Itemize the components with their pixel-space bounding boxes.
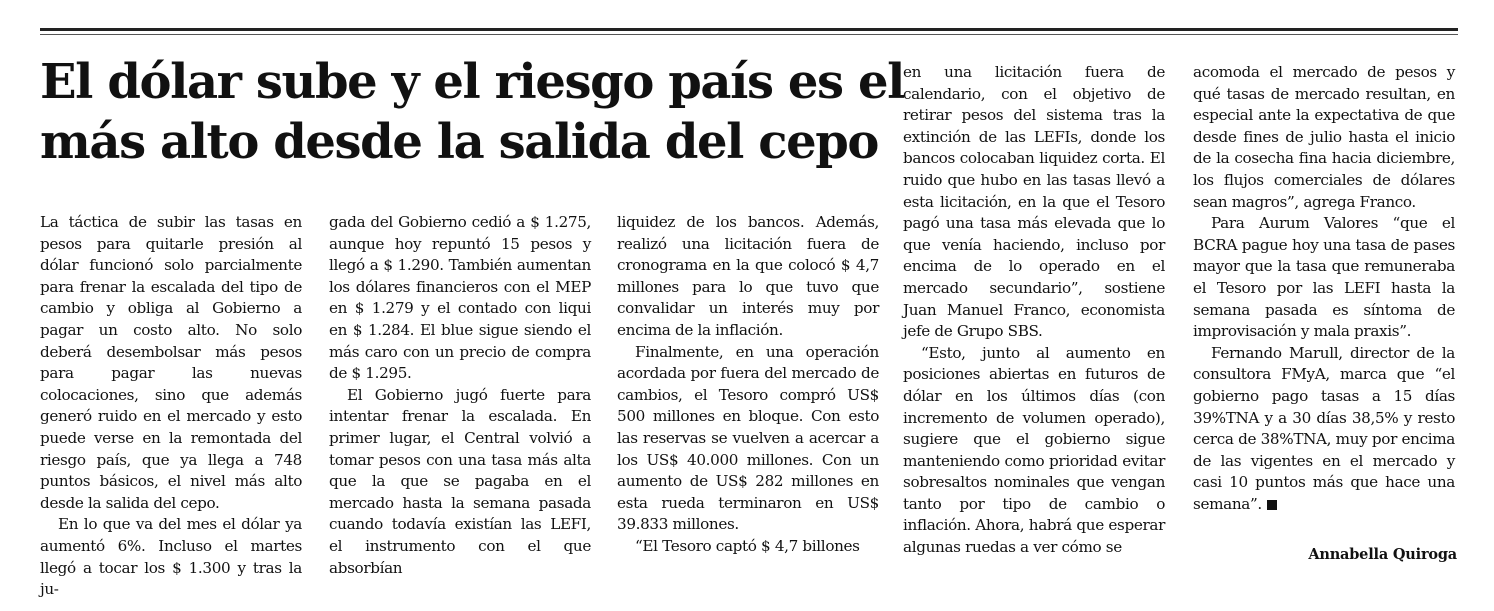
column-4: [903, 62, 1165, 559]
byline: Annabella Quiroga: [1308, 546, 1457, 563]
paragraph: acomoda el mercado de pesos y qué tasas de mercado resultan, en especial ante la expectativa de que desde fines de julio hasta el inicio de la cosecha fina hacia diciembre, los flujos comerciales de dólares sean magros”, agrega Franco.: [1193, 63, 1455, 211]
paragraph: en una licitación fuera de calendario, con el objetivo de retirar pesos del sistema tras la extinción de las LEFIs, donde los bancos colocaban liquidez corta. El ruido que hubo en las tasas llevó a esta licitación, en la que el Tesoro pagó una tasa más elevada que lo que venía haciendo, incluso por encima de lo operado en el mercado secundario”, sostiene Juan Manuel Franco, economista jefe de Grupo SBS.: [903, 63, 1165, 341]
paragraph: La táctica de subir las tasas en pesos para quitarle presión al dólar funcionó solo parcialmente para frenar la escalada del tipo de cambio y obliga al Gobierno a pagar un costo alto. No solo deberá desembolsar más pesos para pagar las nuevas colocaciones, sino que además generó ruido en el mercado y esto puede verse en la remontada del riesgo país, que ya llega a 748 puntos básicos, el nivel más alto desde la salida del cepo.: [40, 213, 302, 512]
paragraph: gada del Gobierno cedió a $ 1.275, aunque hoy repuntó 15 pesos y llegó a $ 1.290. También aumentan los dólares financieros con el MEP en $ 1.279 y el contado con liqui en $ 1.284. El blue sigue siendo el más caro con un precio de compra de $ 1.295.: [329, 213, 591, 383]
end-mark-icon: [1267, 500, 1277, 510]
column-1: [40, 212, 302, 601]
paragraph: “El Tesoro captó $ 4,7 billones: [635, 536, 860, 555]
headline-line-1: El dólar sube y el riesgo país es el: [40, 54, 904, 110]
paragraph: En lo que va del mes el dólar ya aumentó 6%. Incluso el martes llegó a tocar los $ 1.300 y tras la ju-: [40, 515, 302, 599]
column-5: [1193, 62, 1455, 515]
paragraph: “Esto, junto al aumento en posiciones abiertas en futuros de dólar en los últimos días (con incremento de volumen operado), sugiere que el gobierno sigue manteniendo como prioridad evitar sobresaltos nominales que vengan tanto por tipo de cambio o inflación. Ahora, habrá que esperar algunas ruedas a ver cómo se: [903, 343, 1165, 557]
paragraph: Finalmente, en una operación acordada por fuera del mercado de cambios, el Tesoro compró US$ 500 millones en bloque. Con esto las reservas se vuelven a acercar a los US$ 40.000 millones. Con un aumento de US$ 282 millones en esta rueda terminaron en US$ 39.833 millones.: [617, 342, 879, 534]
paragraph: El Gobierno jugó fuerte para intentar frenar la escalada. En primer lugar, el Central volvió a tomar pesos con una tasa más alta que la que se pagaba en el mercado hasta la semana pasada cuando todavía existían las LEFI, el instrumento con el que absorbían: [329, 385, 591, 577]
headline: [40, 52, 904, 172]
column-3: [617, 212, 879, 558]
top-rule-thin: [40, 34, 1458, 35]
paragraph: Para Aurum Valores “que el BCRA pague hoy una tasa de pases mayor que la tasa que remuneraba el Tesoro por las LEFI hasta la semana pasada es síntoma de improvisación y mala praxis”.: [1193, 214, 1455, 341]
paragraph: liquidez de los bancos. Además, realizó una licitación fuera de cronograma en la que colocó $ 4,7 millones para lo que tuvo que convalidar un interés muy por encima de la inflación.: [617, 213, 879, 339]
paragraph-last: [1193, 343, 1455, 516]
top-rule-thick: [40, 28, 1458, 31]
headline-line-2: más alto desde la salida del cepo: [40, 114, 879, 170]
paragraph-text: Fernando Marull, director de la consultora FMyA, marca que “el gobierno pago tasas a 15 días 39%TNA y a 30 días 38,5% y resto cerca de 38%TNA, muy por encima de las vigentes en el mercado y casi 10 puntos más que hace una semana”.: [1193, 343, 1455, 513]
column-2: [329, 212, 591, 579]
